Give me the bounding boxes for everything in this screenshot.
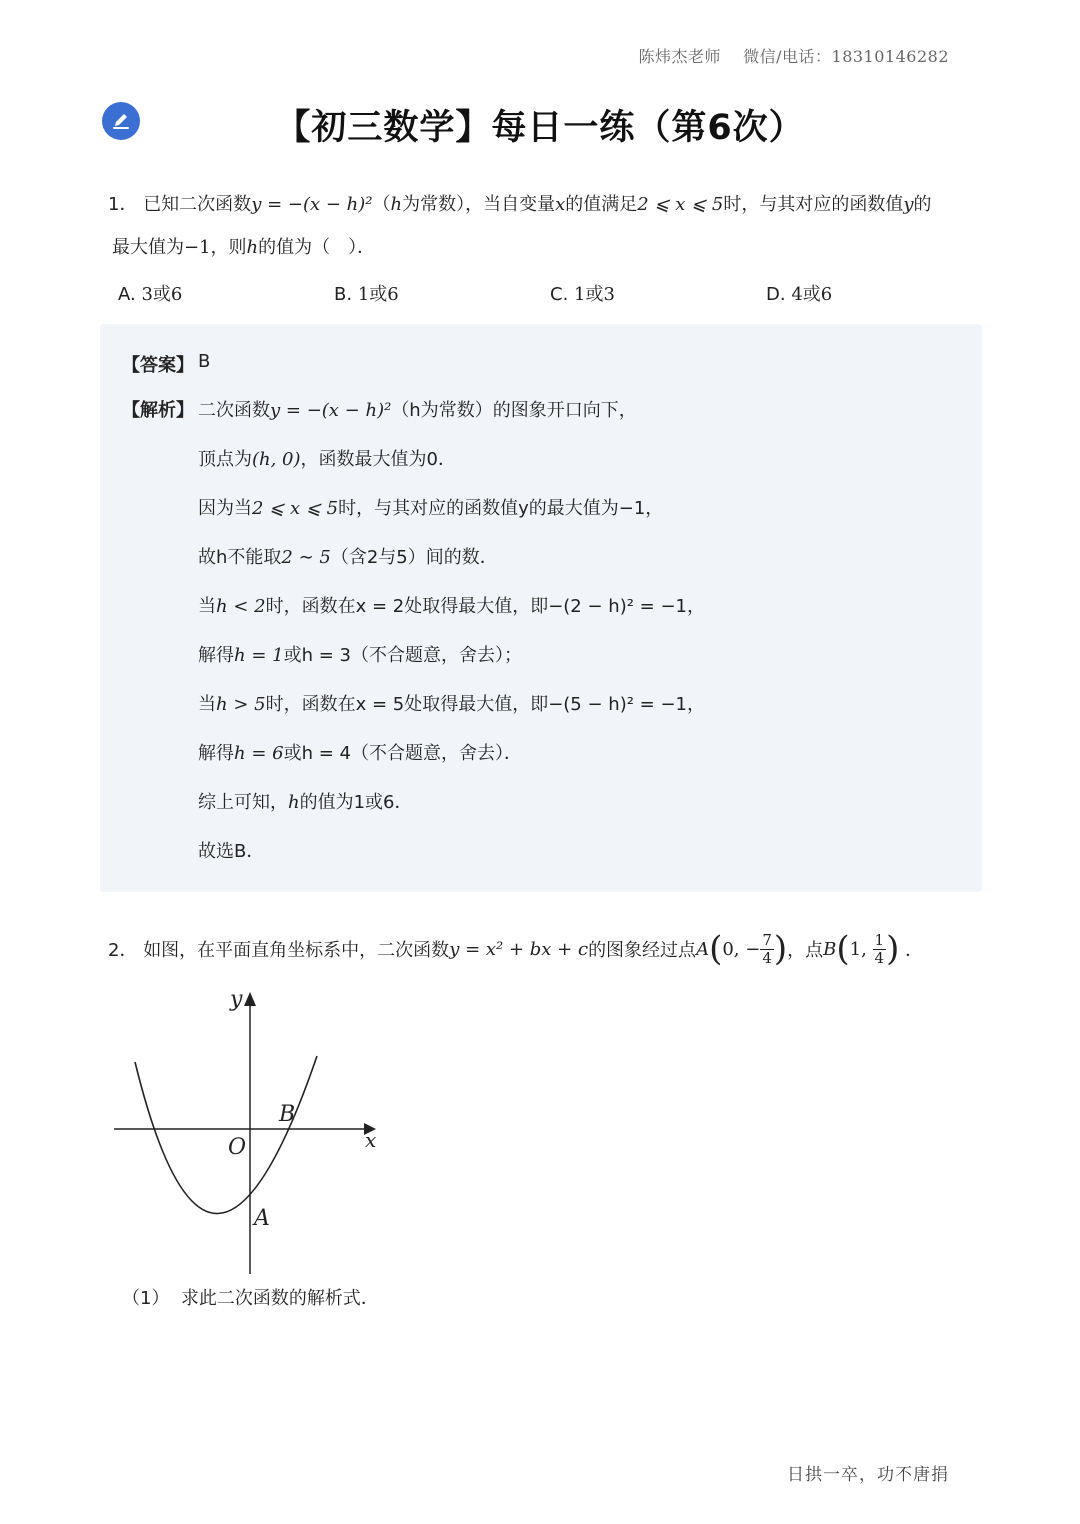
q1-text: 的值满足: [565, 194, 638, 215]
analysis-text: （含2与5）间的数．: [330, 547, 498, 568]
q1-line-2: [112, 233, 375, 259]
analysis-math: h = 1: [234, 645, 284, 666]
analysis-text: 时，与其对应的函数值y的最大值为−1，: [338, 498, 664, 519]
analysis-text: （h为常数）的图象开口向下，: [391, 400, 637, 421]
fraction: [873, 932, 887, 967]
fraction-num: 7: [762, 930, 772, 949]
fraction: [760, 932, 774, 967]
y-axis-label: y: [230, 987, 243, 1012]
origin-label: O: [228, 1135, 247, 1160]
analysis-text: 故选B．: [198, 841, 265, 862]
title-row: [0, 96, 1080, 156]
analysis-text: 顶点为: [198, 449, 252, 470]
paren-right: ): [773, 929, 788, 969]
analysis-text: 故h不能取: [198, 547, 282, 568]
q1-line-1: [108, 190, 932, 216]
q1-number: 1．: [108, 194, 138, 215]
option-label: A.: [118, 284, 136, 305]
analysis-math: h > 5: [216, 694, 266, 715]
answer-value: B: [198, 351, 211, 372]
analysis-text: 因为当: [198, 498, 252, 519]
analysis-text: 时，函数在x = 2处取得最大值，即−(2 − h)² = −1，: [265, 596, 705, 617]
option-label: C.: [550, 284, 569, 305]
fraction-den: 4: [874, 948, 885, 967]
parabola-curve: [135, 1056, 317, 1214]
option-b[interactable]: [334, 280, 399, 306]
q2-text: 如图，在平面直角坐标系中，二次函数: [143, 940, 450, 961]
q1-expression: y = −(x − h)²: [251, 194, 373, 215]
analysis-text: ，函数最大值为0．: [300, 449, 456, 470]
q2-coord: 0, −: [722, 938, 761, 960]
teacher-name: 陈炜杰老师: [638, 47, 722, 66]
q1-var-h: h: [246, 237, 259, 258]
q1-var-y: y: [903, 194, 914, 215]
teacher-phone: 微信/电话：18310146282: [743, 47, 949, 66]
q2-text: ．: [905, 940, 924, 961]
analysis-text: 时，函数在x = 5处取得最大值，即−(5 − h)² = −1，: [265, 694, 705, 715]
analysis-text: 解得: [198, 743, 234, 764]
analysis-math: h: [288, 792, 300, 813]
analysis-tag: 【解析】: [122, 400, 194, 421]
analysis-text: 或h = 4（不合题意，舍去）．: [283, 743, 522, 764]
header-contact: [639, 44, 949, 67]
q1-text: （: [372, 194, 391, 215]
analysis-text: 解得: [198, 645, 234, 666]
q1-value: −1: [184, 237, 211, 258]
q1-text: 已知二次函数: [143, 194, 252, 215]
analysis-math: h = 6: [234, 743, 284, 764]
y-axis-arrow-icon: [244, 992, 256, 1006]
analysis-text: 二次函数: [198, 400, 270, 421]
option-value: 1或3: [574, 284, 615, 305]
q1-text: 的值为（ ）．: [258, 237, 376, 258]
point-a-label: A: [254, 1206, 270, 1231]
q1-var-x: x: [555, 194, 566, 215]
point-b-label: B: [279, 1102, 296, 1127]
q1-text: 为常数），当自变量: [402, 194, 556, 215]
analysis-line: [198, 592, 705, 618]
paren-left: (: [709, 929, 723, 969]
analysis-math: 2 ⩽ x ⩽ 5: [252, 498, 339, 519]
option-value: 3或6: [141, 284, 183, 305]
analysis-line: [198, 739, 522, 765]
analysis-math: (h, 0): [252, 449, 301, 470]
q2-number: 2．: [108, 940, 138, 961]
analysis-line: [198, 788, 413, 814]
option-label: B.: [334, 284, 353, 305]
q1-var-h: h: [390, 194, 403, 215]
paren-right: ): [886, 929, 900, 969]
analysis-math: 2 ∼ 5: [281, 547, 331, 568]
analysis-line: [198, 445, 456, 471]
q2-point-a: A: [696, 938, 710, 960]
analysis-line: [198, 641, 522, 667]
analysis-text: 当: [198, 596, 216, 617]
answer-tag: 【答案】: [122, 355, 194, 376]
parabola-graph: [108, 984, 398, 1284]
analysis-line: [198, 690, 705, 716]
q2-line: [108, 924, 923, 974]
analysis-line: [198, 396, 637, 422]
q2-text: 的图象经过点: [588, 940, 697, 961]
analysis-math: h < 2: [216, 596, 266, 617]
option-value: 4或6: [791, 284, 833, 305]
x-axis-label: x: [365, 1128, 377, 1152]
sub-question-1: （1） 求此二次函数的解析式．: [122, 1288, 379, 1309]
analysis-text: 或h = 3（不合题意，舍去）；: [283, 645, 522, 666]
q1-text: 时，与其对应的函数值: [723, 194, 904, 215]
analysis-math: y = −(x − h)²: [270, 400, 392, 421]
q2-point-b: B: [823, 938, 837, 960]
analysis-line: [198, 543, 498, 569]
analysis-text: 的值为1或6．: [299, 792, 413, 813]
analysis-line: [198, 837, 264, 863]
analysis-line: [198, 494, 663, 520]
footer-motto: 日拱一卒，功不唐捐: [787, 1465, 949, 1485]
option-value: 1或6: [357, 284, 399, 305]
page-title: 【初三数学】每日一练（第6次）: [275, 108, 805, 148]
q2-expression: y = x² + bx + c: [449, 938, 589, 960]
q1-range: 2 ⩽ x ⩽ 5: [637, 194, 724, 215]
q2-text: ，点: [787, 940, 824, 961]
option-d[interactable]: [766, 280, 832, 306]
option-c[interactable]: [550, 280, 615, 306]
q1-text: 最大值为: [112, 237, 184, 258]
analysis-text: 综上可知，: [198, 792, 288, 813]
option-label: D.: [766, 284, 786, 305]
q1-text: ，则: [210, 237, 247, 258]
paren-left: (: [836, 929, 850, 969]
fraction-num: 1: [874, 930, 885, 949]
option-a[interactable]: [118, 280, 182, 306]
analysis-text: 当: [198, 694, 216, 715]
q1-text: 的: [913, 194, 932, 215]
q2-coord: 1,: [849, 938, 873, 960]
fraction-den: 4: [762, 948, 772, 967]
